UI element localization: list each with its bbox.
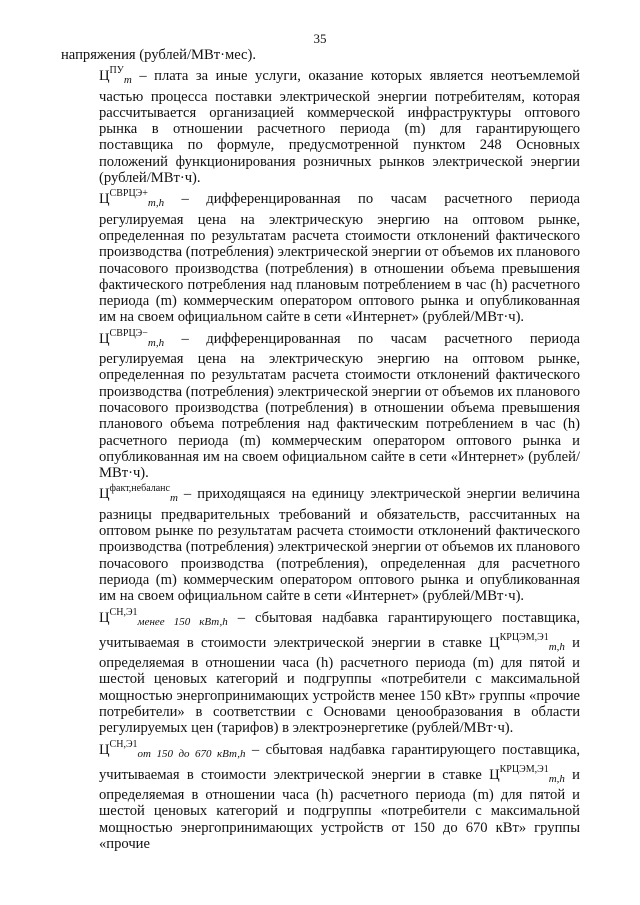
definition-paragraph-pu — [61, 63, 580, 186]
formula-symbol: $Ц^{СВРЦЭ-}_{m,h}$ — [99, 327, 165, 349]
paragraph-text: – приходящаяся на единицу электрической энергии величина разницы предварительных требований и обязательств, рассчитанных на оптовом рынке по результатам расчета стоимости отклонений фактического производства (потребления) электрической энергии от объемов их планового почасового производства (потребления), определенная для расчетного периода (m) коммерческим оператором оптового рынка и опубликованная им на своем официальном сайте в сети «Интернет» (рублей/МВт·ч). — [99, 486, 580, 605]
definition-paragraph-fakt-nebalans — [61, 481, 580, 604]
definition-paragraph-svrce-minus — [61, 326, 580, 482]
paragraph-continuation — [61, 47, 580, 63]
formula-symbol: $Ц^{СВРЦЭ+}_{m,h}$ — [99, 188, 165, 210]
paragraph-text: – сбытовая надбавка гарантирующего поставщика, учитываемая в стоимости электрической энергии в ставке — [99, 609, 580, 651]
page-number: 35 — [313, 31, 327, 46]
inline-formula-symbol: $Ц^{КРЦЭМ,Э1}_{m,h}$ — [489, 631, 565, 653]
definition-paragraph-sn-less-150 — [61, 605, 580, 737]
formula-symbol: $Ц^{СН,Э1}_{от 150 до 670 кВт,h}$ — [99, 738, 246, 760]
formula-symbol: $Ц^{ПУ}_m$ — [99, 65, 132, 87]
definition-paragraph-sn-150-670 — [61, 737, 580, 853]
paragraph-text: – сбытовая надбавка гарантирующего поставщика, учитываемая в стоимости электрической энергии в ставке — [99, 741, 580, 783]
paragraph-text: напряжения (рублей/МВт·мес). — [61, 47, 257, 63]
definition-paragraph-svrce-plus — [61, 186, 580, 325]
formula-symbol: $Ц^{факт,небаланс}_m$ — [99, 483, 178, 505]
inline-formula-symbol: $Ц^{КРЦЭМ,Э1}_{m,h}$ — [489, 763, 565, 785]
formula-symbol: $Ц^{СН,Э1}_{менее 150 кВт,h}$ — [99, 606, 228, 628]
paragraph-text: – дифференцированная по часам расчетного периода регулируемая цена на электрическую энергию на оптовом рынке, определенная по результатам расчета стоимости отклонений фактического производства (потребления) электрической энергии от объемов их планового почасового производства (потребления) в отношении объема превышения фактического потребления над плановым потреблением в час (h) расчетного периода (m) коммерческим оператором оптового рынка и опубликованная им на своем официальном сайте в сети «Интернет» (рублей/МВт·ч). — [99, 191, 580, 326]
paragraph-text: – дифференцированная по часам расчетного периода регулируемая цена на электрическую энергию на оптовом рынке, определенная по результатам расчета стоимости отклонений фактического производства (потребления) электрической энергии от объемов их планового почасового производства (потребления) в отношении объема превышения планового объема потребления над фактическим потреблением в час (h) расчетного периода (m) коммерческим оператором оптового рынка и опубликованная им на своем официальном сайте в сети «Интернет» (рублей/МВт·ч). — [99, 330, 580, 482]
document-body — [61, 47, 580, 852]
paragraph-text: и определяемая в отношении часа (h) расчетного периода (m) для пятой и шестой ценовых категорий и подгруппы «потребители с максимальной мощностью энергопринимающих устройств от 150 до 670 кВт» группы «прочие — [99, 766, 580, 853]
paragraph-text: – плата за иные услуги, оказание которых является неотъемлемой частью процесса поставки электрической энергии потребителям, которая рассчитывается организацией коммерческой инфраструктуры оптового рынка в отношении расчетного периода (m) для гарантирующего поставщика по формуле, предусмотренной пунктом 248 Основных положений функционирования розничных рынков электрической энергии (рублей/МВт·ч). — [99, 68, 580, 187]
paragraph-text: и определяемая в отношении часа (h) расчетного периода (m) для пятой и шестой ценовых категорий и подгруппы «потребители с максимальной мощностью энергопринимающих устройств менее 150 кВт» группы «прочие потребители» в соответствии с Основами ценообразования в области регулируемых цен (тарифов) в электроэнергетике (рублей/МВт·ч). — [99, 634, 580, 737]
